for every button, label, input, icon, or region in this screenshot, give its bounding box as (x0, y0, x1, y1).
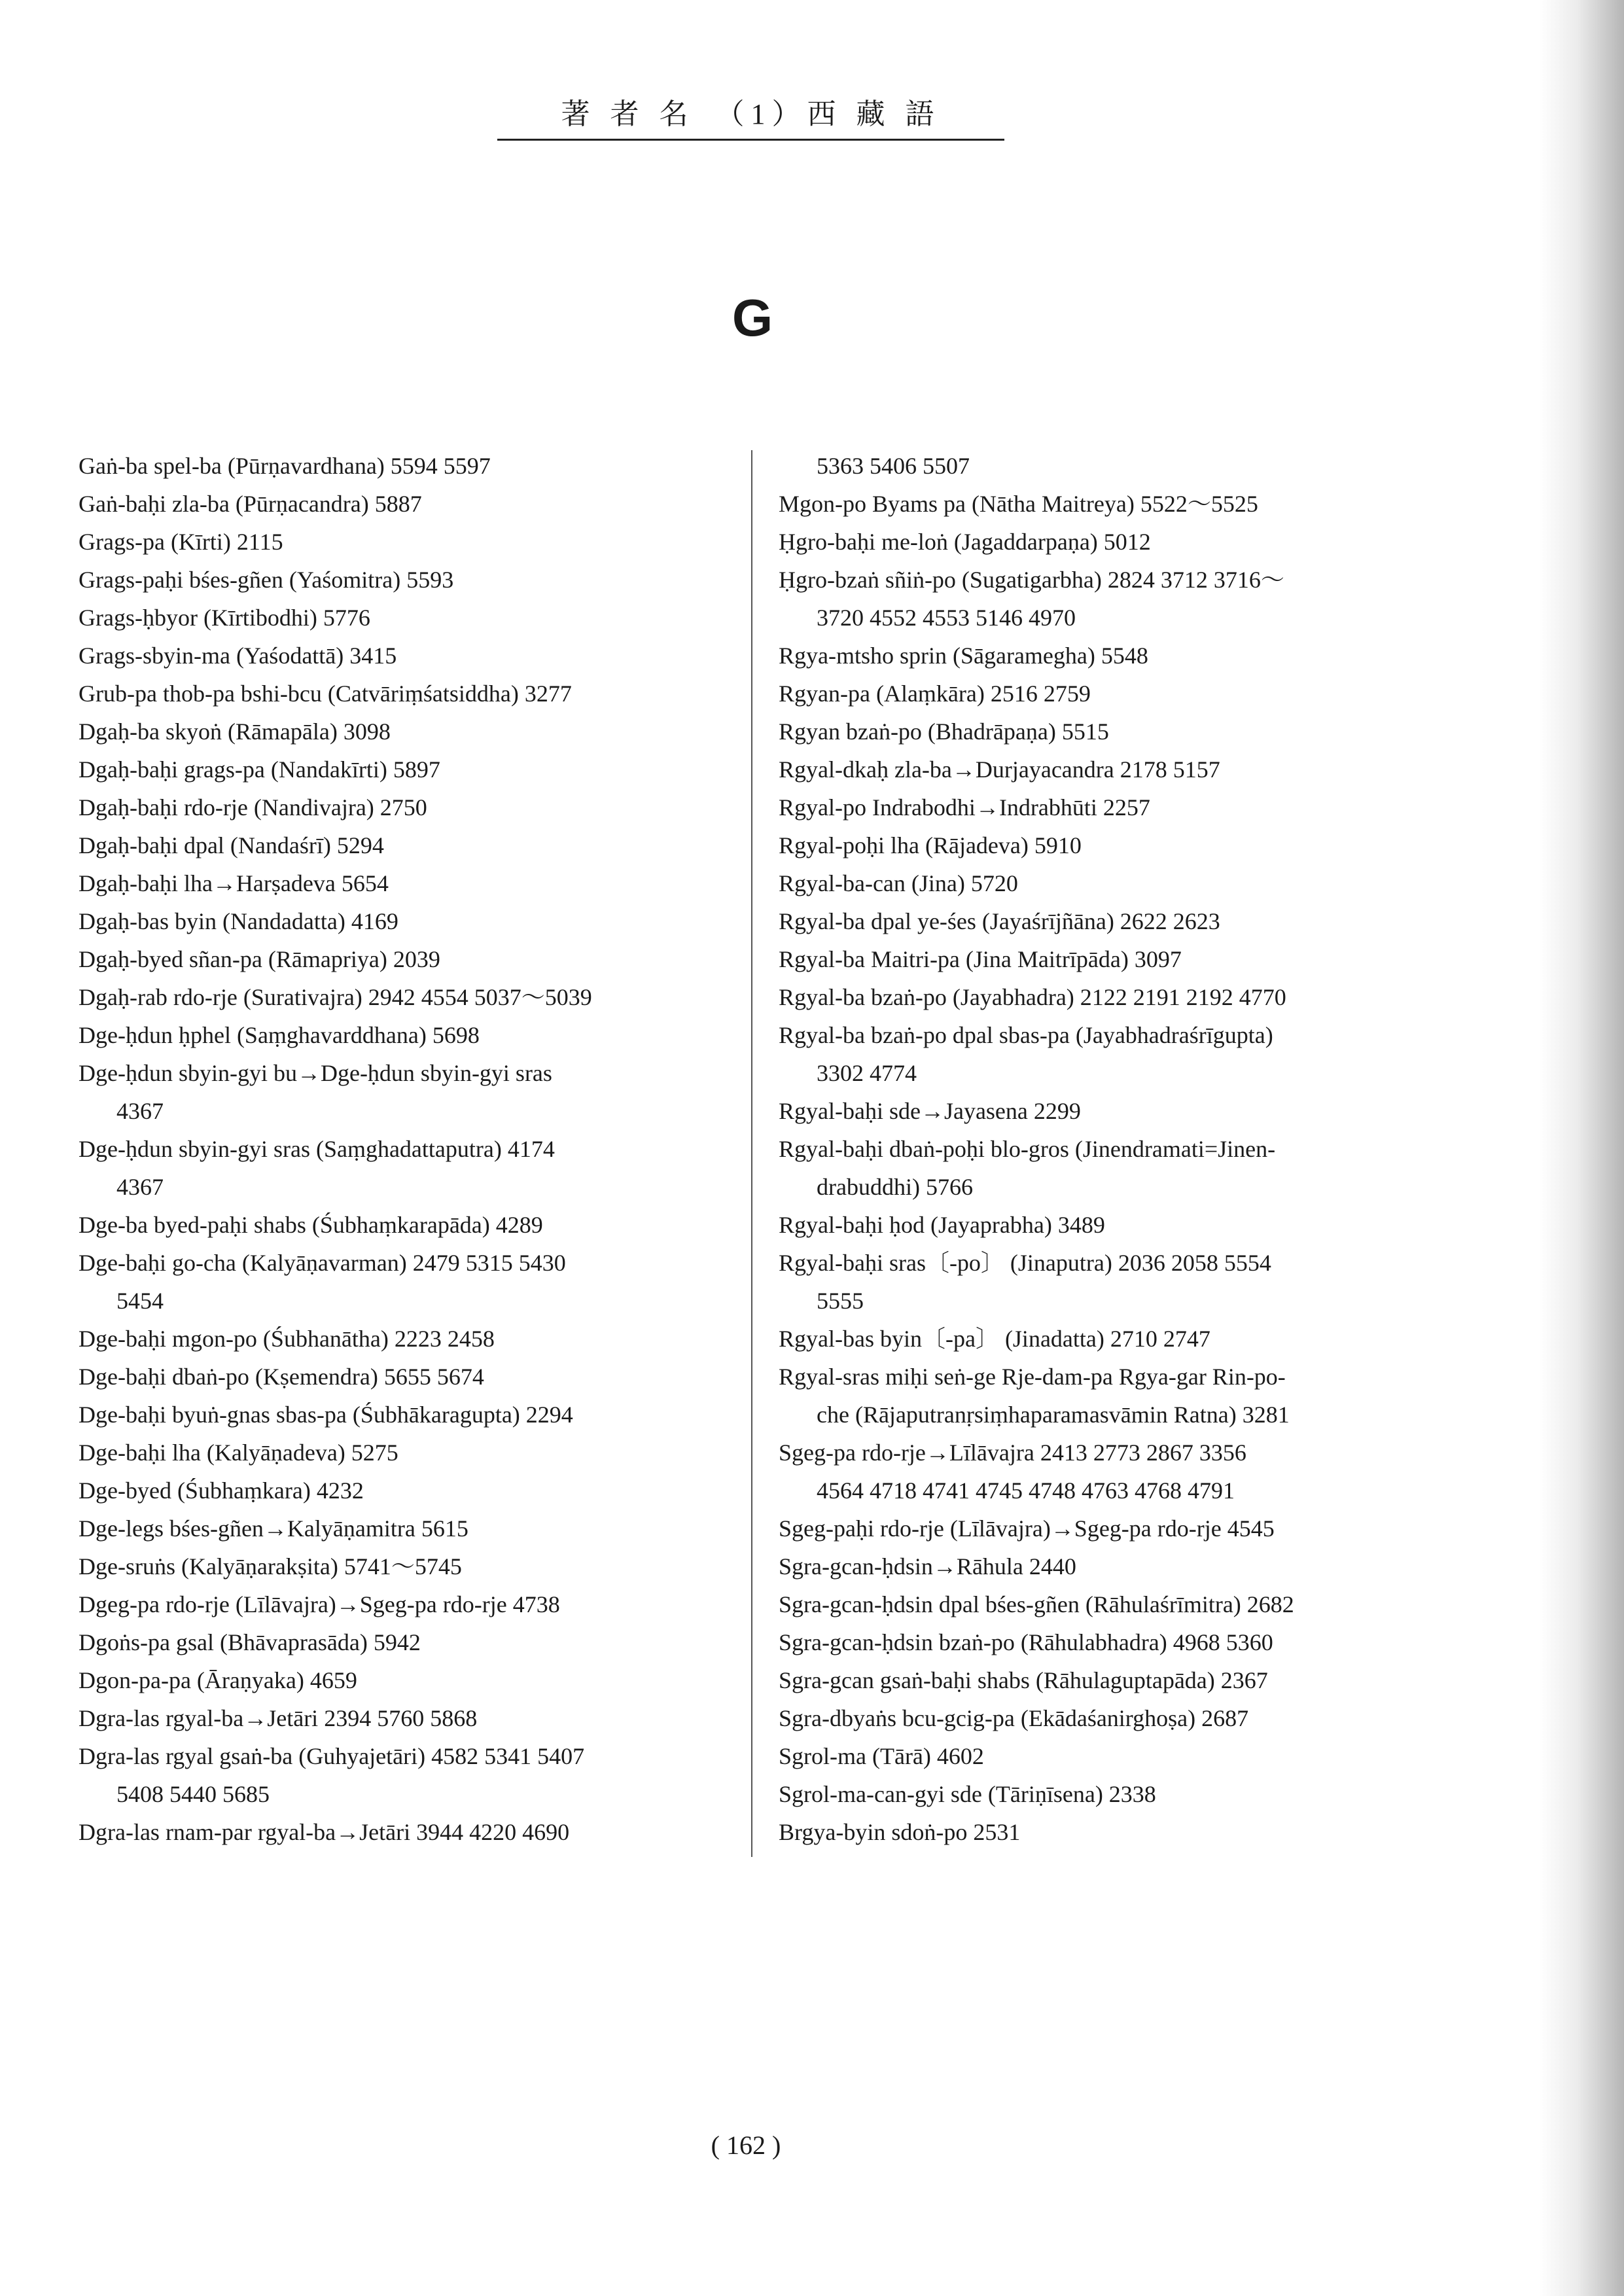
index-entry: Dge-ḥdun sbyin-gyi bu→Dge-ḥdun sbyin-gyi sras (79, 1060, 552, 1086)
page-header: 著 者 名 （1）西 藏 語 (497, 90, 1004, 141)
right-index-column (779, 447, 1453, 1851)
index-entry: Rgyal-bas byin〔-pa〕 (Jinadatta) 2710 2747 (779, 1326, 1210, 1352)
index-entry: Dge-ba byed-paḥi shabs (Śubhaṃkarapāda) 4289 (79, 1212, 543, 1238)
index-entry: Rgyal-ba-can (Jina) 5720 (779, 870, 1018, 896)
index-entry: Sgra-gcan-ḥdsin bzaṅ-po (Rāhulabhadra) 4968 5360 (779, 1629, 1273, 1655)
index-entry: Dge-ḥdun sbyin-gyi sras (Saṃghadattaputra) 4174 (79, 1136, 555, 1162)
index-entry: Gaṅ-baḥi zla-ba (Pūrṇacandra) 5887 (79, 491, 422, 517)
index-entry: Sgra-gcan gsaṅ-baḥi shabs (Rāhulaguptapāda) 2367 (779, 1667, 1268, 1693)
index-entry: Dgaḥ-byed sñan-pa (Rāmapriya) 2039 (79, 946, 440, 972)
index-entry-continuation: 4367 (116, 1174, 164, 1200)
index-entry: Sgrol-ma (Tārā) 4602 (779, 1743, 984, 1769)
index-entry: Rgyal-baḥi sde→Jayasena 2299 (779, 1098, 1081, 1124)
index-entry: Dge-sruṅs (Kalyāṇarakṣita) 5741～5745 (79, 1553, 462, 1580)
index-entry: Rgyan-pa (Alaṃkāra) 2516 2759 (779, 680, 1091, 707)
index-entry: Dgeg-pa rdo-rje (Līlāvajra)→Sgeg-pa rdo-rje 4738 (79, 1591, 560, 1617)
index-entry: Dgaḥ-baḥi dpal (Nandaśrī) 5294 (79, 832, 384, 858)
index-entry: Dge-baḥi mgon-po (Śubhanātha) 2223 2458 (79, 1326, 495, 1352)
index-entry-continuation: 4367 (116, 1098, 164, 1124)
index-entry: Dge-byed (Śubhaṃkara) 4232 (79, 1477, 364, 1504)
index-entry-continuation: 5408 5440 5685 (116, 1781, 270, 1807)
index-entry: Rgyal-poḥi lha (Rājadeva) 5910 (779, 832, 1082, 858)
index-entry: Rgyal-ba bzaṅ-po dpal sbas-pa (Jayabhadraśrīgupta) (779, 1022, 1273, 1048)
index-entry: Sgra-gcan-ḥdsin dpal bśes-gñen (Rāhulaśrīmitra) 2682 (779, 1591, 1294, 1617)
index-entry: Rgyal-baḥi ḥod (Jayaprabha) 3489 (779, 1212, 1105, 1238)
index-entry: Grags-pa (Kīrti) 2115 (79, 529, 283, 555)
index-entry: Dgaḥ-baḥi lha→Harṣadeva 5654 (79, 870, 389, 896)
index-entry-continuation: 5454 (116, 1288, 164, 1314)
index-entry: Dgon-pa-pa (Āraṇyaka) 4659 (79, 1667, 357, 1693)
index-entry: Grub-pa thob-pa bshi-bcu (Catvāriṃśatsiddha) 3277 (79, 680, 572, 707)
index-entry: Ḥgro-baḥi me-loṅ (Jagaddarpaṇa) 5012 (779, 529, 1151, 555)
index-entry: Dge-baḥi lha (Kalyāṇadeva) 5275 (79, 1439, 398, 1466)
page-number: ( 162 ) (711, 2130, 781, 2160)
index-entry: Dge-legs bśes-gñen→Kalyāṇamitra 5615 (79, 1515, 468, 1542)
index-entry: Dgaḥ-baḥi rdo-rje (Nandivajra) 2750 (79, 794, 427, 821)
index-entry: Sgrol-ma-can-gyi sde (Tāriṇīsena) 2338 (779, 1781, 1156, 1807)
index-entry: Rgyal-ba bzaṅ-po (Jayabhadra) 2122 2191 2192 4770 (779, 984, 1286, 1010)
index-entry: Rgyal-ba Maitri-pa (Jina Maitrīpāda) 3097 (779, 946, 1182, 972)
index-entry: Sgeg-pa rdo-rje→Līlāvajra 2413 2773 2867 3356 (779, 1439, 1246, 1466)
index-entry: Rgyal-baḥi dbaṅ-poḥi blo-gros (Jinendramati=Jinen- (779, 1136, 1276, 1162)
index-entry-continuation: 5555 (817, 1288, 864, 1314)
index-entry: Gaṅ-ba spel-ba (Pūrṇavardhana) 5594 5597 (79, 453, 491, 479)
index-entry: Dgaḥ-baḥi grags-pa (Nandakīrti) 5897 (79, 756, 440, 783)
index-entry-continuation: drabuddhi) 5766 (817, 1174, 973, 1200)
index-entry: Sgra-gcan-ḥdsin→Rāhula 2440 (779, 1553, 1076, 1580)
index-entry: Rgyal-ba dpal ye-śes (Jayaśrījñāna) 2622 2623 (779, 908, 1220, 934)
index-entry: Rgyal-sras miḥi seṅ-ge Rje-dam-pa Rgya-gar Rin-po- (779, 1364, 1286, 1390)
index-entry: Dgaḥ-ba skyoṅ (Rāmapāla) 3098 (79, 718, 391, 745)
index-entry: Dgra-las rgyal gsaṅ-ba (Guhyajetāri) 4582 5341 5407 (79, 1743, 585, 1769)
index-entry: Dgra-las rnam-par rgyal-ba→Jetāri 3944 4220 4690 (79, 1819, 570, 1845)
index-entry: Grags-sbyin-ma (Yaśodattā) 3415 (79, 643, 397, 669)
index-entry: Dge-baḥi go-cha (Kalyāṇavarman) 2479 5315 5430 (79, 1250, 566, 1276)
index-entry-continuation: 3302 4774 (817, 1060, 917, 1086)
index-entry: Dge-ḥdun ḥphel (Saṃghavarddhana) 5698 (79, 1022, 480, 1048)
section-letter: G (732, 289, 773, 347)
index-entry: Grags-paḥi bśes-gñen (Yaśomitra) 5593 (79, 567, 454, 593)
index-entry: Brgya-byin sdoṅ-po 2531 (779, 1819, 1021, 1845)
index-entry-continuation: 3720 4552 4553 5146 4970 (817, 605, 1076, 631)
index-entry: Sgeg-paḥi rdo-rje (Līlāvajra)→Sgeg-pa rdo-rje 4545 (779, 1515, 1275, 1542)
index-entry: Rgya-mtsho sprin (Sāgaramegha) 5548 (779, 643, 1148, 669)
index-entry-continuation: 5363 5406 5507 (817, 453, 970, 479)
column-divider (751, 450, 752, 1857)
index-entry: Rgyal-baḥi sras〔-po〕 (Jinaputra) 2036 2058 5554 (779, 1250, 1271, 1276)
index-entry-continuation: 4564 4718 4741 4745 4748 4763 4768 4791 (817, 1477, 1235, 1504)
index-entry: Dgra-las rgyal-ba→Jetāri 2394 5760 5868 (79, 1705, 478, 1731)
scan-shadow-edge (1539, 0, 1624, 2296)
index-entry: Dgoṅs-pa gsal (Bhāvaprasāda) 5942 (79, 1629, 421, 1655)
index-entry: Dge-baḥi byuṅ-gnas sbas-pa (Śubhākaragupta) 2294 (79, 1402, 573, 1428)
index-entry: Ḥgro-bzaṅ sñiṅ-po (Sugatigarbha) 2824 3712 3716～ (779, 567, 1284, 593)
index-entry: Rgyal-po Indrabodhi→Indrabhūti 2257 (779, 794, 1150, 821)
index-entry: Mgon-po Byams pa (Nātha Maitreya) 5522～5525 (779, 491, 1258, 517)
index-entry-continuation: che (Rājaputranṛsiṃhaparamasvāmin Ratna) 3281 (817, 1402, 1290, 1428)
left-index-column (79, 447, 766, 1851)
index-entry: Grags-ḥbyor (Kīrtibodhi) 5776 (79, 605, 370, 631)
index-entry: Rgyal-dkaḥ zla-ba→Durjayacandra 2178 5157 (779, 756, 1220, 783)
index-entry: Sgra-dbyaṅs bcu-gcig-pa (Ekādaśanirghoṣa) 2687 (779, 1705, 1249, 1731)
index-entry: Dgaḥ-bas byin (Nandadatta) 4169 (79, 908, 398, 934)
index-entry: Rgyan bzaṅ-po (Bhadrāpaṇa) 5515 (779, 718, 1109, 745)
index-entry: Dge-baḥi dbaṅ-po (Kṣemendra) 5655 5674 (79, 1364, 484, 1390)
index-entry: Dgaḥ-rab rdo-rje (Surativajra) 2942 4554 5037～5039 (79, 984, 592, 1010)
